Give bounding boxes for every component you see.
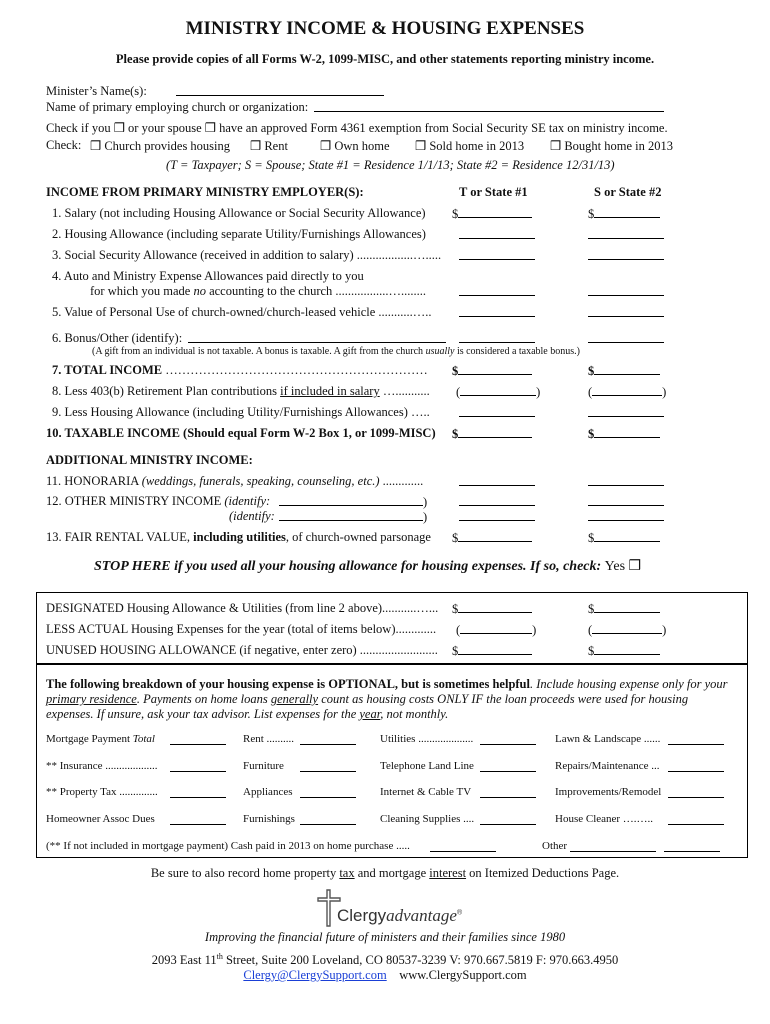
cash-paid-field[interactable]	[430, 840, 496, 856]
unused-label: UNUSED HOUSING ALLOWANCE (if negative, enter zero) .........................	[46, 643, 438, 657]
dollar-sign: $	[588, 207, 595, 221]
line-5-label: 5. Value of Personal Use of church-owned/church-leased vehicle ...........…..	[52, 305, 432, 319]
col-header-2: S or State #2	[594, 185, 662, 199]
line-8-s[interactable]: ( )	[588, 385, 667, 399]
lawn-landscape-label: Lawn & Landscape ......	[555, 733, 661, 745]
church-label: Name of primary employing church or organization:	[46, 100, 309, 114]
dollar-sign: $	[588, 427, 595, 441]
line-3-t[interactable]	[459, 248, 535, 264]
line-7-label: 7. TOTAL INCOME ………………………………………………………	[52, 363, 428, 377]
furnishings-label: Furnishings	[243, 813, 295, 825]
furniture-field[interactable]	[300, 760, 356, 776]
mortgage-payment-field[interactable]	[170, 733, 226, 749]
line-6-s[interactable]	[588, 331, 664, 347]
line-9-s[interactable]	[588, 405, 664, 421]
check-church-housing[interactable]: ❒ Church provides housing	[90, 139, 231, 153]
line-13-s[interactable]	[588, 530, 660, 546]
line-11-label: 11. HONORARIA (weddings, funerals, speaking, counseling, etc.) .............	[46, 474, 424, 488]
designated-t[interactable]	[452, 601, 532, 617]
optional-note-line3: expenses. If unsure, ask your tax advisor. List expenses for the year, not monthly.	[46, 707, 449, 721]
footnote: (** If not included in mortgage payment) Cash paid in 2013 on home purchase .....	[46, 840, 410, 852]
check-label: Check:	[46, 138, 82, 152]
optional-note-line2: primary residence. Payments on home loans generally count as housing costs ONLY IF the loan proceeds were used for housing	[46, 692, 689, 706]
rent-label: Rent ..........	[243, 733, 295, 745]
line-12-identify-2[interactable]: )	[279, 509, 427, 525]
other-description-field[interactable]	[570, 840, 656, 856]
utilities-field[interactable]	[480, 733, 536, 749]
insurance-label: ** Insurance ...................	[46, 760, 158, 772]
internet-cable-label: Internet & Cable TV	[380, 786, 472, 798]
church-field[interactable]	[314, 100, 664, 116]
dollar-sign: $	[452, 602, 459, 616]
line-4-label: 4. Auto and Ministry Expense Allowances paid directly to you	[52, 269, 364, 283]
less-actual-s[interactable]: ( )	[588, 623, 667, 637]
dollar-sign: $	[588, 364, 595, 378]
line-12b-s[interactable]	[588, 509, 664, 525]
appliances-field[interactable]	[300, 786, 356, 802]
unused-t[interactable]	[452, 643, 532, 659]
line-9-t[interactable]	[459, 405, 535, 421]
line-3-s[interactable]	[588, 248, 664, 264]
designated-label: DESIGNATED Housing Allowance & Utilities (from line 2 above)...........…...	[46, 601, 439, 615]
insurance-field[interactable]	[170, 760, 226, 776]
line-2-s[interactable]	[588, 227, 664, 243]
legend: (T = Taxpayer; S = Spouse; State #1 = Residence 1/1/13; State #2 = Residence 12/31/13)	[166, 158, 615, 172]
line-8-t[interactable]: ( )	[456, 385, 541, 399]
hoa-dues-field[interactable]	[170, 813, 226, 829]
stop-yes-checkbox[interactable]: Yes ❒	[604, 559, 642, 574]
line-1-t[interactable]	[452, 206, 532, 222]
stop-here-text: STOP HERE if you used all your housing allowance for housing expenses. If so, check: Yes ❒	[94, 559, 642, 574]
page-subtitle: Please provide copies of all Forms W-2, 1099-MISC, and other statements reporting ministry income.	[115, 52, 655, 66]
line-13-t[interactable]	[452, 530, 532, 546]
line-10-label: 10. TAXABLE INCOME (Should equal Form W-2 Box 1, or 1099-MISC)	[46, 426, 436, 440]
line-6-label: 6. Bonus/Other (identify):	[52, 331, 183, 345]
dollar-sign: $	[452, 207, 459, 221]
dollar-sign: $	[452, 427, 459, 441]
designated-s[interactable]	[588, 601, 660, 617]
line-4-t[interactable]	[459, 284, 535, 300]
logo-wordmark: Clergyadvantage®	[337, 906, 463, 925]
unused-s[interactable]	[588, 643, 660, 659]
telephone-label: Telephone Land Line	[380, 760, 474, 772]
check-sold-home[interactable]: ❒ Sold home in 2013	[415, 139, 525, 153]
address: 2093 East 11th Street, Suite 200 Loveland, CO 80537-3239 V: 970.667.5819 F: 970.663.4950	[151, 952, 619, 968]
line-6-t[interactable]	[459, 331, 535, 347]
line-12-t[interactable]	[459, 494, 535, 510]
lawn-landscape-field[interactable]	[668, 733, 724, 749]
dollar-sign: $	[452, 364, 459, 378]
cleaning-supplies-field[interactable]	[480, 813, 536, 829]
house-cleaner-field[interactable]	[668, 813, 724, 829]
ministers-name-label: Minister’s Name(s):	[46, 84, 147, 98]
line-11-t[interactable]	[459, 474, 535, 490]
furnishings-field[interactable]	[300, 813, 356, 829]
ministers-name-field[interactable]	[176, 84, 384, 100]
check-bought-home[interactable]: ❒ Bought home in 2013	[550, 139, 674, 153]
other-amount-field[interactable]	[664, 840, 720, 856]
line-5-s[interactable]	[588, 305, 664, 321]
line-13-label: 13. FAIR RENTAL VALUE, including utilities, of church-owned parsonage	[46, 530, 431, 544]
less-actual-t[interactable]: ( )	[456, 623, 537, 637]
dollar-sign: $	[452, 644, 459, 658]
line-1-s[interactable]	[588, 206, 660, 222]
appliances-label: Appliances	[243, 786, 293, 798]
mortgage-payment-label: Mortgage Payment Total	[46, 733, 155, 745]
exemption-text: Check if you ❒ or your spouse ❒ have an approved Form 4361 exemption from Social Security SE tax on ministry income.	[46, 121, 668, 135]
line-3-label: 3. Social Security Allowance (received in addition to salary) ..................….....	[52, 248, 442, 262]
dollar-sign: $	[588, 531, 595, 545]
line-8-label: 8. Less 403(b) Retirement Plan contributions if included in salary …...........	[52, 384, 430, 398]
contact-line	[0, 968, 770, 983]
line-7-s[interactable]	[588, 363, 660, 379]
other-label: Other	[542, 840, 568, 852]
record-note: Be sure to also record home property tax and mortgage interest on Itemized Deductions Page.	[150, 866, 620, 880]
line-12-label: 12. OTHER MINISTRY INCOME (identify:	[46, 494, 271, 508]
tagline: Improving the financial future of ministers and their families since 1980	[204, 930, 566, 944]
utilities-label: Utilities ....................	[380, 733, 474, 745]
line-4-label-cont: for which you made no accounting to the church .................…........	[90, 284, 427, 298]
line-12b-t[interactable]	[459, 509, 535, 525]
line-2-t[interactable]	[459, 227, 535, 243]
property-tax-field[interactable]	[170, 786, 226, 802]
line-1-label: 1. Salary (not including Housing Allowance or Social Security Allowance)	[52, 206, 426, 220]
dollar-sign: $	[588, 602, 595, 616]
dollar-sign: $	[452, 531, 459, 545]
website-text: www.ClergySupport.com	[399, 968, 527, 982]
furniture-label: Furniture	[243, 760, 284, 772]
improvements-label: Improvements/Remodel	[555, 786, 662, 798]
rent-field[interactable]	[300, 733, 356, 749]
line-7-t[interactable]	[452, 363, 532, 379]
line-4-s[interactable]	[588, 284, 664, 300]
house-cleaner-label: House Cleaner ….…..	[555, 813, 654, 825]
line-9-label: 9. Less Housing Allowance (including Utility/Furnishings Allowances) …..	[52, 405, 430, 419]
line-2-label: 2. Housing Allowance (including separate Utility/Furnishings Allowances)	[52, 227, 426, 241]
repairs-label: Repairs/Maintenance ...	[555, 760, 660, 772]
check-own-home[interactable]: ❒ Own home	[320, 139, 390, 153]
line-11-s[interactable]	[588, 474, 664, 490]
line-6-identify-field[interactable]	[188, 331, 446, 347]
col-header-1: T or State #1	[459, 185, 528, 199]
additional-heading: ADDITIONAL MINISTRY INCOME:	[46, 453, 253, 467]
repairs-field[interactable]	[668, 760, 724, 776]
property-tax-label: ** Property Tax ..............	[46, 786, 158, 798]
line-12-identify-1[interactable]: )	[279, 494, 427, 510]
less-actual-label: LESS ACTUAL Housing Expenses for the year (total of items below).............	[46, 622, 437, 636]
cleaning-supplies-label: Cleaning Supplies ....	[380, 813, 475, 825]
line-6-note: (A gift from an individual is not taxable. A bonus is taxable. A gift from the church usually is considered a taxable bonus.)	[92, 346, 580, 357]
line-12-identify-label-2: (identify:	[229, 509, 275, 523]
telephone-field[interactable]	[480, 760, 536, 776]
hoa-dues-label: Homeowner Assoc Dues	[46, 813, 155, 825]
line-12-s[interactable]	[588, 494, 664, 510]
income-heading: INCOME FROM PRIMARY MINISTRY EMPLOYER(S):	[46, 185, 364, 199]
internet-cable-field[interactable]	[480, 786, 536, 802]
check-rent[interactable]: ❒ Rent	[250, 139, 288, 153]
page-title: MINISTRY INCOME & HOUSING EXPENSES	[185, 18, 585, 39]
email-link[interactable]: Clergy@ClergySupport.com	[243, 968, 387, 982]
line-10-t[interactable]	[452, 426, 532, 442]
line-5-t[interactable]	[459, 305, 535, 321]
dollar-sign: $	[588, 644, 595, 658]
optional-note-line1: The following breakdown of your housing expense is OPTIONAL, but is sometimes helpful. Include housing expense only for your	[46, 677, 728, 691]
line-10-s[interactable]	[588, 426, 660, 442]
improvements-field[interactable]	[668, 786, 724, 802]
